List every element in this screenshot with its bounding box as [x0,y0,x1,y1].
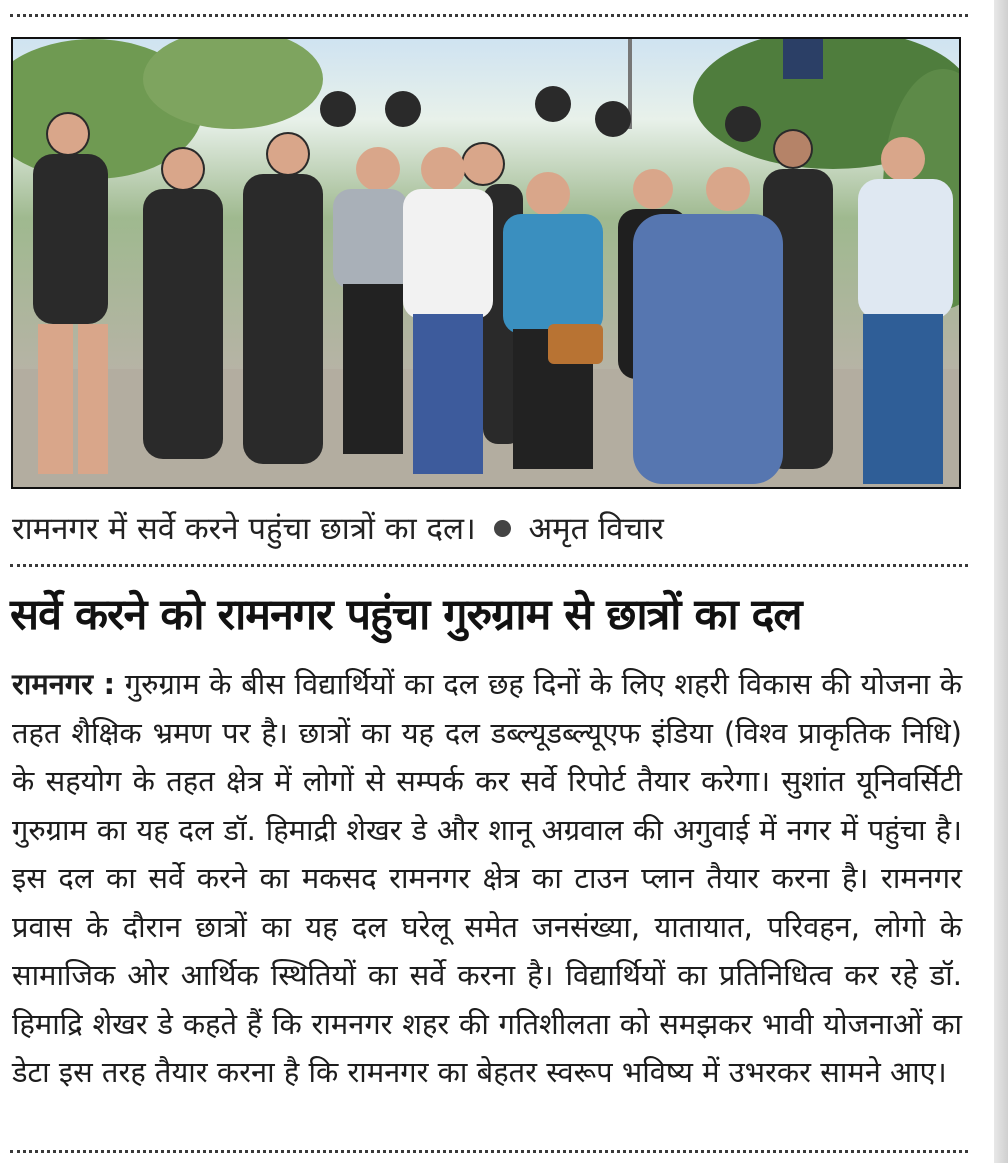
caption-text: रामनगर में सर्वे करने पहुंचा छात्रों का दल। [12,511,476,547]
dateline: रामनगर : [12,667,116,701]
bullet-icon [494,520,511,537]
page-edge [994,0,1008,1163]
article-body-text: गुरुग्राम के बीस विद्यार्थियों का दल छह दिनों के लिए शहरी विकास की योजना के तहत शैक्षिक भ्रमण पर है। छात्रों का यह दल डब्ल्यूडब्ल्यूएफ इंडिया (विश्व प्राकृतिक निधि) के सहयोग के तहत क्षेत्र में लोगों से सम्पर्क कर सर्वे रिपोर्ट तैयार करेगा। सुशांत यूनिवर्सिटी गुरुग्राम का यह दल डॉ. हिमाद्री शेखर डे और शानू अग्रवाल की अगुवाई में नगर में पहुंचा है। इस दल का सर्वे करने का मकसद रामनगर क्षेत्र का टाउन प्लान तैयार करना है। रामनगर प्रवास के दौरान छात्रों का यह दल घरेलू समेत जनसंख्या, यातायात, परिवहन, लोगो के सामाजिक ओर आर्थिक स्थितियों का सर्वे करना है। विद्यार्थियों का प्रतिनिधित्व कर रहे डॉ. हिमाद्रि शेखर डे कहते हैं कि रामनगर शहर की गतिशीलता को समझकर भावी योजनाओं का डेटा इस तरह तैयार करना है कि रामनगर का बेहतर स्वरूप भविष्य में उभरकर सामने आए। [12,667,963,1089]
bottom-divider [10,1150,968,1153]
caption-divider [10,564,968,567]
headline: सर्वे करने को रामनगर पहुंचा गुरुग्राम से छात्रों का दल [10,590,802,640]
top-divider [10,14,968,17]
article-body [12,660,962,1097]
caption-source: अमृत विचार [528,511,664,547]
news-photo [11,37,961,489]
group-photo-illustration [13,39,959,487]
photo-caption [12,508,952,550]
